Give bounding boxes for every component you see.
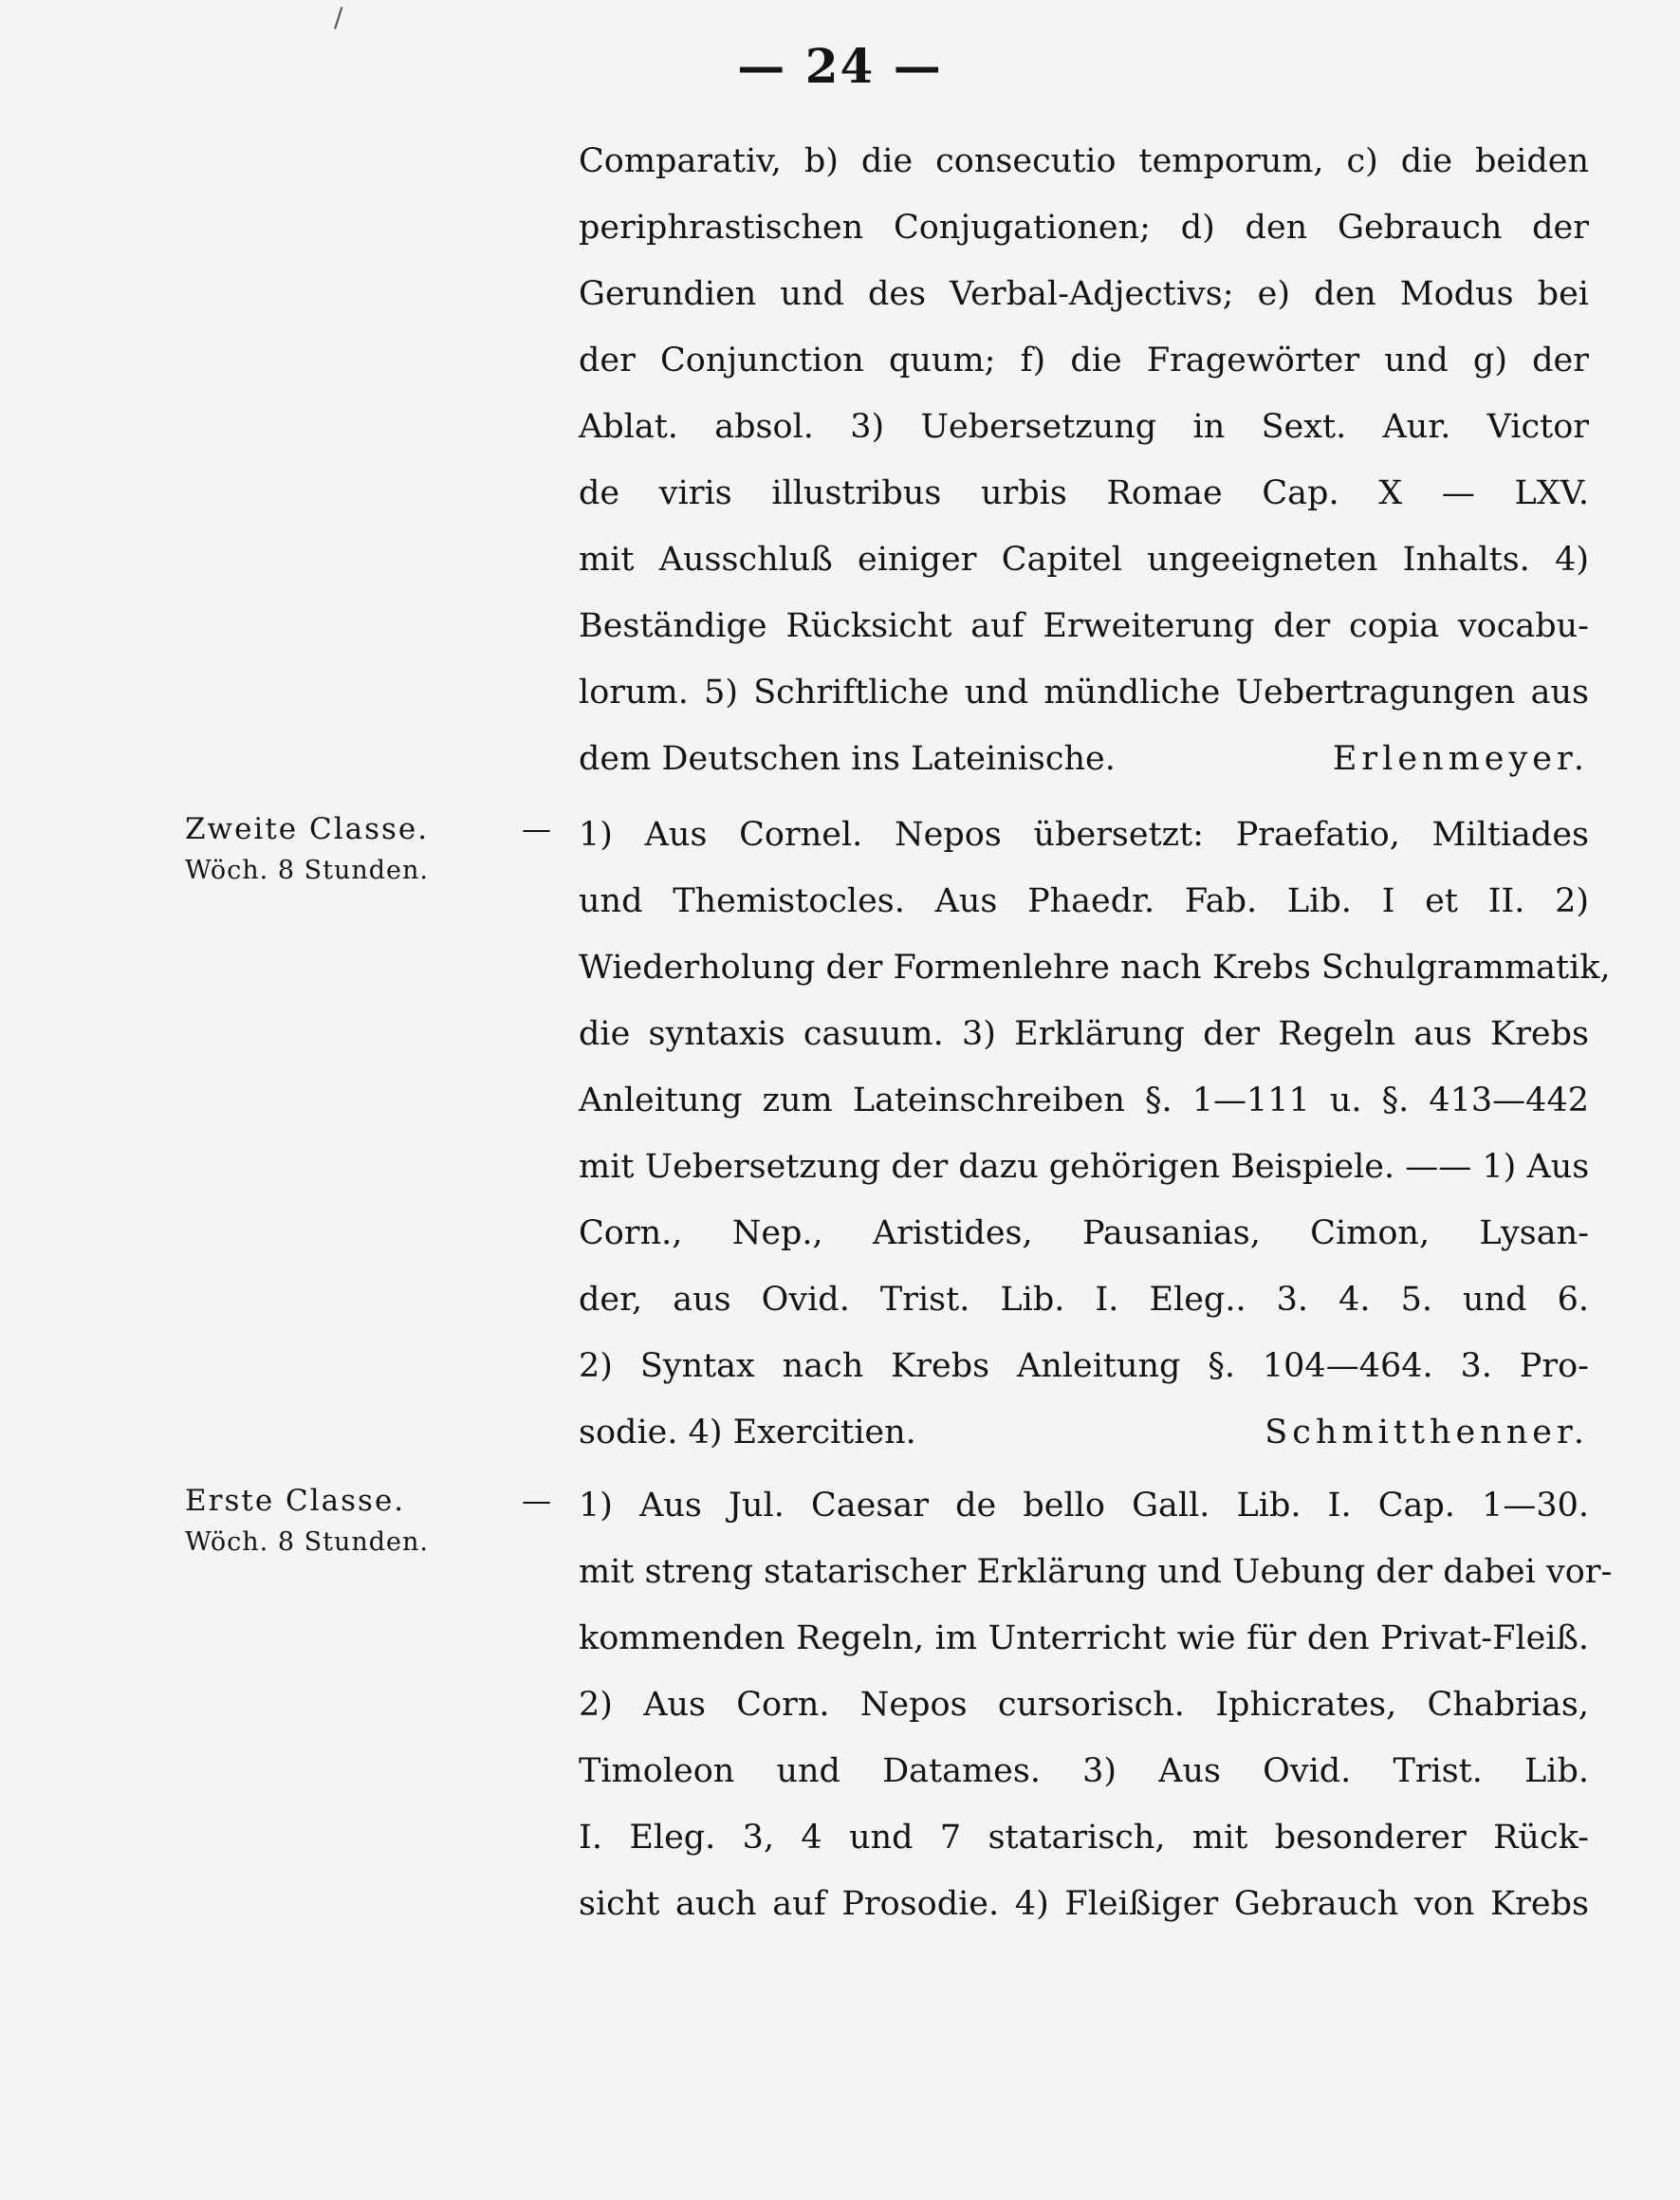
ink-mark: /	[334, 2, 343, 33]
text-line: Comparativ, b) die consecutio temporum, c) die beiden	[579, 142, 1589, 180]
text-line: Gerundien und des Verbal-Adjectivs; e) den Modus bei	[579, 275, 1589, 313]
text-line: 1) Aus Jul. Caesar de bello Gall. Lib. I. Cap. 1—30.	[579, 1487, 1589, 1525]
teacher-signature: Schmitthenner.	[1265, 1414, 1589, 1451]
class-title: Zweite Classe. —	[185, 808, 574, 850]
text-line: Wiederholung der Formenlehre nach Krebs Schulgrammatik,	[579, 949, 1611, 987]
text-line: Corn., Nep., Aristides, Pausanias, Cimon, Lysan-	[579, 1214, 1589, 1252]
text-line: die syntaxis casuum. 3) Erklärung der Regeln aus Krebs	[579, 1015, 1589, 1053]
text-line: 1) Aus Cornel. Nepos übersetzt: Praefatio, Miltiades	[579, 816, 1589, 854]
class-label-erste	[185, 1480, 574, 1563]
text-line: der Conjunction quum; f) die Fragewörter und g) der	[579, 342, 1589, 379]
text-line: I. Eleg. 3, 4 und 7 statarisch, mit besonderer Rück-	[579, 1819, 1589, 1857]
text-line	[579, 1399, 1589, 1466]
text-line: 2) Aus Corn. Nepos cursorisch. Iphicrates, Chabrias,	[579, 1686, 1589, 1724]
class-hours: Wöch. 8 Stunden.	[185, 1527, 429, 1557]
text-line	[579, 726, 1589, 792]
text-line: mit Uebersetzung der dazu gehörigen Beispiele. —— 1) Aus	[579, 1148, 1590, 1186]
text-line: de viris illustribus urbis Romae Cap. X — LXV.	[579, 474, 1589, 512]
text-line: lorum. 5) Schriftliche und mündliche Uebertragungen aus	[579, 674, 1589, 712]
text-line: kommenden Regeln, im Unterricht wie für den Privat-Fleiß.	[579, 1619, 1589, 1657]
text-line: der, aus Ovid. Trist. Lib. I. Eleg.. 3. 4. 5. und 6.	[579, 1281, 1589, 1319]
text-line: periphrastischen Conjugationen; d) den Gebrauch der	[579, 209, 1589, 247]
continued-section	[579, 128, 1589, 792]
class-title: Erste Classe. —	[185, 1480, 574, 1522]
page-number: — 24 —	[737, 38, 943, 94]
text-line-body: dem Deutschen ins Lateinische.	[579, 740, 1116, 778]
class-content-erste	[579, 1472, 1613, 1937]
text-line: Ablat. absol. 3) Uebersetzung in Sext. Aur. Victor	[579, 408, 1589, 446]
text-line-body: sodie. 4) Exercitien.	[579, 1414, 916, 1451]
text-line: mit Ausschluß einiger Capitel ungeeigneten Inhalts. 4)	[579, 541, 1589, 579]
text-line: Beständige Rücksicht auf Erweiterung der copia vocabu-	[579, 607, 1589, 645]
text-line: Anleitung zum Lateinschreiben §. 1—111 u. §. 413—442	[579, 1082, 1589, 1119]
text-line: mit streng statarischer Erklärung und Uebung der dabei vor-	[579, 1553, 1613, 1591]
text-line: Timoleon und Datames. 3) Aus Ovid. Trist. Lib.	[579, 1752, 1589, 1790]
text-line: sicht auch auf Prosodie. 4) Fleißiger Gebrauch von Krebs	[579, 1885, 1589, 1923]
label-dash: —	[522, 812, 553, 846]
label-dash: —	[522, 1484, 553, 1518]
class-label-zweite	[185, 808, 574, 892]
class-content-zweite	[579, 802, 1611, 1466]
teacher-signature: Erlenmeyer.	[1332, 740, 1589, 778]
text-line: und Themistocles. Aus Phaedr. Fab. Lib. I et II. 2)	[579, 882, 1589, 920]
class-hours: Wöch. 8 Stunden.	[185, 856, 429, 885]
text-line: 2) Syntax nach Krebs Anleitung §. 104—464. 3. Pro-	[579, 1347, 1589, 1385]
